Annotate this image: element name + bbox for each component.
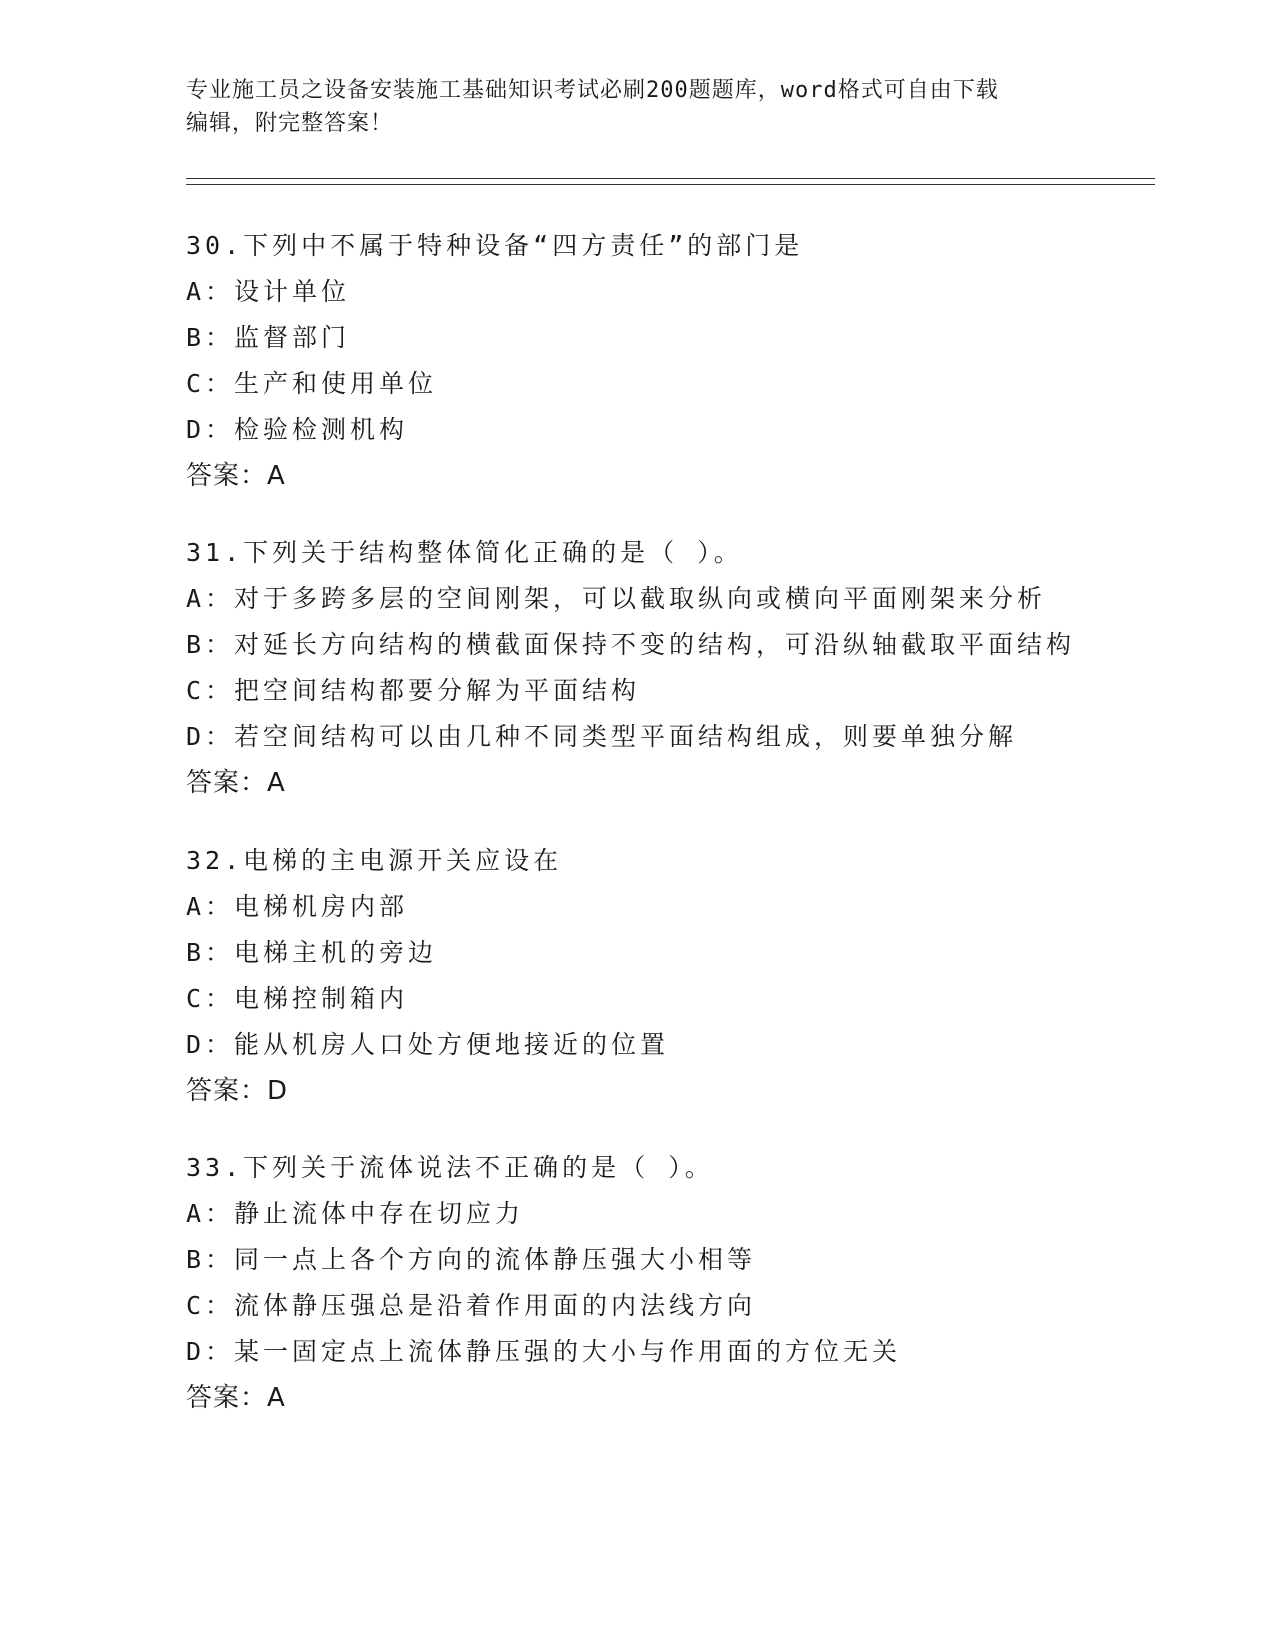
document-header — [186, 74, 1086, 140]
question-32 — [186, 838, 1186, 1114]
option-c: C：流体静压强总是沿着作用面的内法线方向 — [186, 1291, 757, 1320]
answer: 答案：A — [186, 461, 286, 491]
header-divider — [186, 178, 1155, 185]
option-b: B：电梯主机的旁边 — [186, 938, 438, 967]
question-stem: 33.下列关于流体说法不正确的是（ ）。 — [186, 1153, 714, 1182]
question-30 — [186, 223, 1186, 499]
option-a: A：设计单位 — [186, 277, 351, 306]
option-a: A：静止流体中存在切应力 — [186, 1199, 525, 1228]
option-d: D：若空间结构可以由几种不同类型平面结构组成，则要单独分解 — [186, 722, 1018, 751]
option-c: C：生产和使用单位 — [186, 369, 438, 398]
answer: 答案：A — [186, 768, 286, 798]
option-a: A：对于多跨多层的空间刚架，可以截取纵向或横向平面刚架来分析 — [186, 584, 1047, 613]
option-b: B：对延长方向结构的横截面保持不变的结构，可沿纵轴截取平面结构 — [186, 630, 1076, 659]
question-stem: 32.电梯的主电源开关应设在 — [186, 846, 563, 875]
option-d: D：某一固定点上流体静压强的大小与作用面的方位无关 — [186, 1337, 902, 1366]
answer: 答案：A — [186, 1383, 286, 1413]
question-31 — [186, 530, 1186, 806]
header-line-1: 专业施工员之设备安装施工基础知识考试必刷200题题库，word格式可自由下载 — [186, 78, 999, 103]
option-b: B：监督部门 — [186, 323, 351, 352]
option-a: A：电梯机房内部 — [186, 892, 409, 921]
question-stem: 31.下列关于结构整体简化正确的是（ ）。 — [186, 538, 743, 567]
question-33 — [186, 1145, 1186, 1421]
question-stem: 30.下列中不属于特种设备“四方责任”的部门是 — [186, 231, 804, 260]
header-line-2: 编辑，附完整答案！ — [186, 111, 394, 136]
option-c: C：电梯控制箱内 — [186, 984, 409, 1013]
option-d: D：检验检测机构 — [186, 415, 409, 444]
answer: 答案：D — [186, 1076, 289, 1106]
option-d: D：能从机房人口处方便地接近的位置 — [186, 1030, 670, 1059]
option-c: C：把空间结构都要分解为平面结构 — [186, 676, 641, 705]
option-b: B：同一点上各个方向的流体静压强大小相等 — [186, 1245, 757, 1274]
